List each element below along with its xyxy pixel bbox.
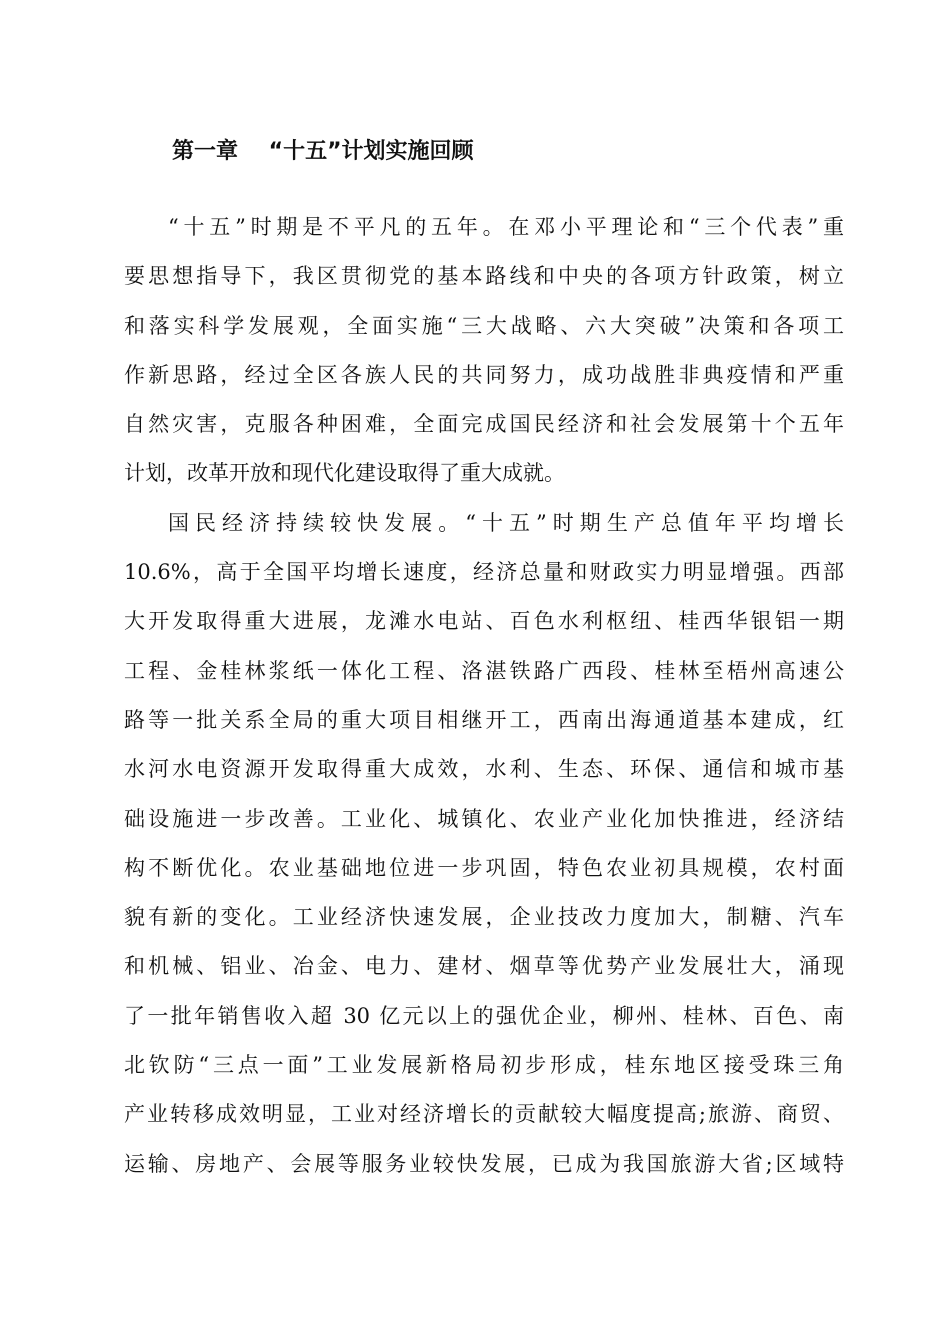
paragraph-2-line-11: 了一批年销售收入超 30 亿元以上的强优企业，柳州、桂林、百色、南 [124, 1003, 844, 1028]
paragraph-2-line-10: 和机械、铝业、冶金、电力、建材、烟草等优势产业发展壮大，涌现 [124, 954, 844, 979]
paragraph-1-line-3: 和落实科学发展观，全面实施“三大战略、六大突破”决策和各项工 [124, 313, 844, 338]
body-text [124, 203, 844, 1189]
paragraph-1-line-5: 自然灾害，克服各种困难，全面完成国民经济和社会发展第十个五年 [124, 412, 844, 437]
paragraph-2-line-2: 10.6%，高于全国平均增长速度，经济总量和财政实力明显增强。西部 [124, 560, 844, 585]
paragraph-2-line-14: 运输、房地产、会展等服务业较快发展，已成为我国旅游大省;区域特 [124, 1151, 844, 1176]
paragraph-2-line-5: 路等一批关系全局的重大项目相继开工，西南出海通道基本建成，红 [124, 707, 844, 732]
paragraph-1-line-1: “十五”时期是不平凡的五年。在邓小平理论和“三个代表”重 [168, 215, 844, 239]
paragraph-2-line-1: 国民经济持续较快发展。“十五”时期生产总值年平均增长 [168, 510, 844, 535]
paragraph-2-line-13: 产业转移成效明显，工业对经济增长的贡献较大幅度提高;旅游、商贸、 [124, 1102, 844, 1127]
paragraph-1-line-4: 作新思路，经过全区各族人民的共同努力，成功战胜非典疫情和严重 [124, 362, 844, 387]
paragraph-2-line-12: 北钦防“三点一面”工业发展新格局初步形成，桂东地区接受珠三角 [124, 1053, 844, 1078]
paragraph-2-line-4: 工程、金桂林浆纸一体化工程、洛湛铁路广西段、桂林至梧州高速公 [124, 658, 844, 683]
paragraph-2-line-8: 构不断优化。农业基础地位进一步巩固，特色农业初具规模，农村面 [124, 855, 844, 880]
paragraph-2-line-3: 大开发取得重大进展，龙滩水电站、百色水利枢纽、桂西华银铝一期 [124, 609, 844, 634]
paragraph-1-line-6: 计划，改革开放和现代化建设取得了重大成就。 [124, 461, 565, 486]
paragraph-2-line-9: 貌有新的变化。工业经济快速发展，企业技改力度加大，制糖、汽车 [124, 905, 844, 930]
paragraph-1-line-2: 要思想指导下，我区贯彻党的基本路线和中央的各项方针政策，树立 [124, 264, 844, 289]
paragraph-2-line-6: 水河水电资源开发取得重大成效，水利、生态、环保、通信和城市基 [124, 757, 844, 782]
chapter-title: 第一章 “十五”计划实施回顾 [172, 139, 474, 164]
paragraph-2-line-7: 础设施进一步改善。工业化、城镇化、农业产业化加快推进，经济结 [124, 806, 844, 831]
